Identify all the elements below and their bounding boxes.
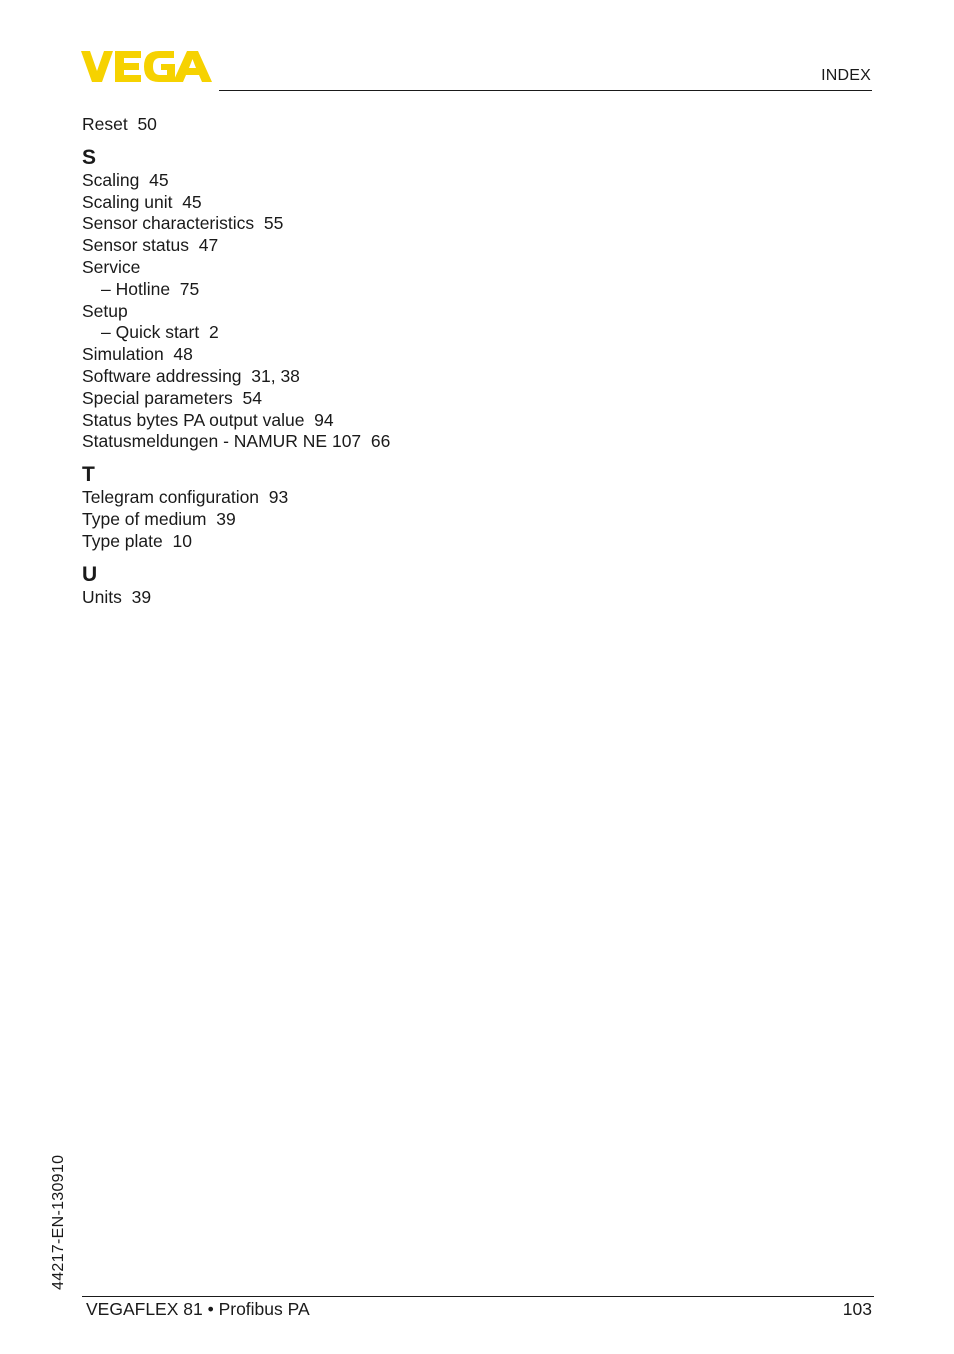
index-entry: Special parameters 54 xyxy=(82,387,262,408)
footer-product: VEGAFLEX 81 • Profibus PA xyxy=(86,1299,310,1319)
footer-divider xyxy=(82,1296,874,1297)
index-entry: Scaling unit 45 xyxy=(82,191,202,212)
header-divider xyxy=(219,90,872,91)
index-entry: Scaling 45 xyxy=(82,169,169,190)
vega-logo xyxy=(81,50,212,83)
index-list xyxy=(82,114,782,608)
vega-logo-icon xyxy=(81,50,212,83)
index-letter-heading: U xyxy=(82,562,98,586)
index-subentry: – Hotline 75 xyxy=(101,278,200,299)
index-entry: Type of medium 39 xyxy=(82,508,236,529)
index-entry: Reset 50 xyxy=(82,114,157,134)
index-entry: Sensor status 47 xyxy=(82,235,219,256)
section-title: INDEX xyxy=(821,67,871,84)
index-letter-heading: S xyxy=(82,145,97,169)
page-number: 103 xyxy=(842,1299,872,1319)
index-entry: Software addressing 31, 38 xyxy=(82,365,300,386)
index-entry: Status bytes PA output value 94 xyxy=(82,409,334,430)
document-code: 44217-EN-130910 xyxy=(50,1154,67,1290)
index-entry: Service xyxy=(82,256,141,277)
index-subentry: – Quick start 2 xyxy=(101,322,219,343)
index-letter-heading: T xyxy=(82,463,95,487)
index-entry: Setup xyxy=(82,300,128,321)
index-entry: Sensor characteristics 55 xyxy=(82,213,284,234)
index-entry: Simulation 48 xyxy=(82,344,193,365)
index-entry: Units 39 xyxy=(82,586,152,607)
index-entry: Type plate 10 xyxy=(82,530,192,551)
index-entry: Telegram configuration 93 xyxy=(82,487,289,508)
index-entry: Statusmeldungen - NAMUR NE 107 66 xyxy=(82,431,391,452)
